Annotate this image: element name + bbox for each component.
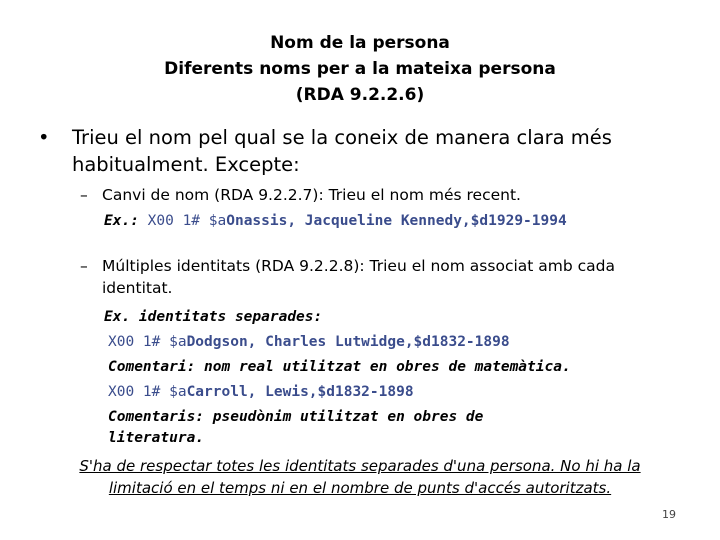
sub-bullet-line-1: Múltiples identitats (RDA 9.2.2.8): Trieu el nom associat amb cada bbox=[102, 257, 615, 275]
comment-2-line-2: literatura. bbox=[108, 430, 205, 446]
example-record-1 bbox=[108, 330, 510, 355]
example-code-prefix: X00 1# $a bbox=[147, 213, 227, 229]
comment-1: Comentari: nom real utilitzat en obres de matemàtica. bbox=[108, 359, 571, 375]
slide-title bbox=[0, 30, 720, 108]
main-bullet-line-1: Trieu el nom pel qual se la coneix de manera clara més bbox=[72, 126, 612, 149]
dash-icon: – bbox=[80, 257, 88, 275]
example-label: Ex.: bbox=[104, 213, 139, 229]
example-heading: Ex. identitats separades: bbox=[104, 309, 323, 325]
title-line-2: Diferents noms per a la mateixa persona bbox=[164, 59, 556, 79]
sub-bullet-text: Canvi de nom (RDA 9.2.2.7): Trieu el nom més recent. bbox=[102, 186, 521, 204]
record-2-value: Carroll, Lewis,$d1832-1898 bbox=[186, 384, 414, 400]
comment-2-line-1: Comentaris: pseudònim utilitzat en obres de bbox=[108, 409, 484, 425]
example-code-value: Onassis, Jacqueline Kennedy,$d1929-1994 bbox=[226, 213, 567, 229]
sub-bullet-line-2: identitat. bbox=[102, 279, 173, 297]
footnote-line-1: S'ha de respectar totes les identitats separades d'una persona. No hi ha la bbox=[79, 457, 641, 475]
record-1-prefix: X00 1# $a bbox=[108, 334, 187, 350]
main-bullet-line-2: habitualment. Excepte: bbox=[72, 153, 300, 176]
page-number: 19 bbox=[662, 508, 676, 521]
example-record-2 bbox=[108, 380, 414, 405]
bullet-dot-icon: • bbox=[38, 126, 50, 149]
record-2-prefix: X00 1# $a bbox=[108, 384, 187, 400]
title-line-1: Nom de la persona bbox=[270, 33, 450, 53]
footnote-line-2: limitació en el temps ni en el nombre de punts d'accés autoritzats. bbox=[108, 479, 612, 497]
dash-icon: – bbox=[80, 186, 88, 204]
example-name-change bbox=[104, 209, 567, 234]
title-line-3: (RDA 9.2.2.6) bbox=[295, 85, 425, 105]
footnote bbox=[0, 455, 720, 499]
record-1-value: Dodgson, Charles Lutwidge,$d1832-1898 bbox=[186, 334, 510, 350]
